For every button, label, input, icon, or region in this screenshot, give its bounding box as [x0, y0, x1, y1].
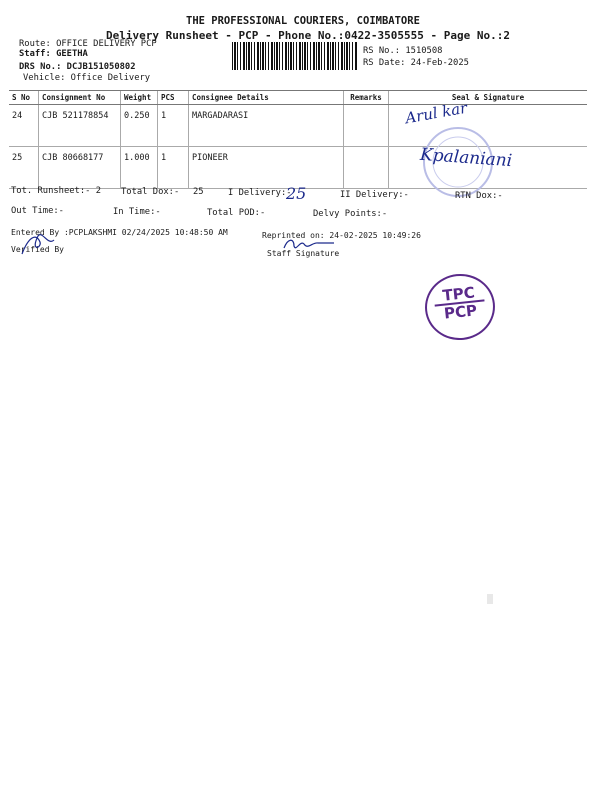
- handwritten-signature-1: Arul kar: [403, 98, 469, 128]
- i-delivery-label: I Delivery:-: [228, 188, 292, 198]
- col-sno: S No: [9, 91, 39, 105]
- in-time-label: In Time:-: [113, 207, 161, 217]
- cell-consignee: PIONEER: [189, 147, 344, 189]
- rs-date: RS Date: 24-Feb-2025: [363, 58, 469, 68]
- tot-runsheet: Tot. Runsheet:- 2: [11, 186, 102, 196]
- stamp-line-1: TPC: [441, 283, 476, 305]
- company-title: THE PROFESSIONAL COURIERS, COIMBATORE: [186, 15, 420, 27]
- drs-number: DRS No.: DCJB151050802: [19, 62, 136, 72]
- handwritten-signature-2: Kpalaniani: [419, 144, 513, 172]
- tpc-pcp-stamp: [422, 271, 499, 344]
- reprinted-on: Reprinted on: 24-02-2025 10:49:26: [262, 231, 421, 240]
- cell-remarks: [344, 105, 389, 147]
- runsheet-table: [9, 90, 587, 189]
- cell-consignment: CJB 80668177: [39, 147, 121, 189]
- barcode: [232, 42, 358, 70]
- cell-pcs: 1: [158, 147, 189, 189]
- total-dox-value: 25: [193, 187, 204, 197]
- cell-consignee: MARGADARASI: [189, 105, 344, 147]
- verified-by-label: Verified By: [11, 245, 64, 254]
- cell-consignment: CJB 521178854: [39, 105, 121, 147]
- cell-pcs: 1: [158, 105, 189, 147]
- table-header-row: [9, 91, 587, 105]
- handwritten-delivery-count: 25: [286, 184, 307, 203]
- col-weight: Weight: [121, 91, 158, 105]
- route-label: Route: OFFICE DELIVERY PCP: [19, 39, 157, 49]
- total-pod-label: Total POD:-: [207, 208, 266, 218]
- table-row: [9, 105, 587, 147]
- staff-signature-label: Staff Signature: [267, 249, 340, 258]
- cell-weight: 0.250: [121, 105, 158, 147]
- rtn-dox-label: RTN Dox:-: [455, 191, 503, 201]
- col-seal-signature: Seal & Signature: [389, 91, 588, 105]
- col-remarks: Remarks: [344, 91, 389, 105]
- col-consignment: Consignment No: [39, 91, 121, 105]
- delvy-points-label: Delvy Points:-: [313, 209, 388, 219]
- scan-speck: [487, 594, 493, 604]
- staff-scribble: [280, 234, 340, 254]
- out-time-label: Out Time:-: [11, 206, 64, 216]
- cell-weight: 1.000: [121, 147, 158, 189]
- col-consignee: Consignee Details: [189, 91, 344, 105]
- vehicle-label: Vehicle: Office Delivery: [23, 73, 151, 83]
- verifier-scribble: [18, 228, 58, 258]
- total-dox-label: Total Dox:-: [121, 187, 180, 197]
- col-pcs: PCS: [158, 91, 189, 105]
- rs-number: RS No.: 1510508: [363, 46, 443, 56]
- staff-label: Staff: GEETHA: [19, 49, 88, 59]
- ii-delivery-label: II Delivery:-: [340, 190, 409, 200]
- cell-sno: 24: [9, 105, 39, 147]
- cell-remarks: [344, 147, 389, 189]
- entered-by: Entered By :PCPLAKSHMI 02/24/2025 10:48:50 AM: [11, 228, 228, 237]
- runsheet-subtitle: Delivery Runsheet - PCP - Phone No.:0422-3505555 - Page No.:2: [106, 29, 510, 42]
- cell-sno: 25: [9, 147, 39, 189]
- stamp-line-2: PCP: [435, 299, 487, 322]
